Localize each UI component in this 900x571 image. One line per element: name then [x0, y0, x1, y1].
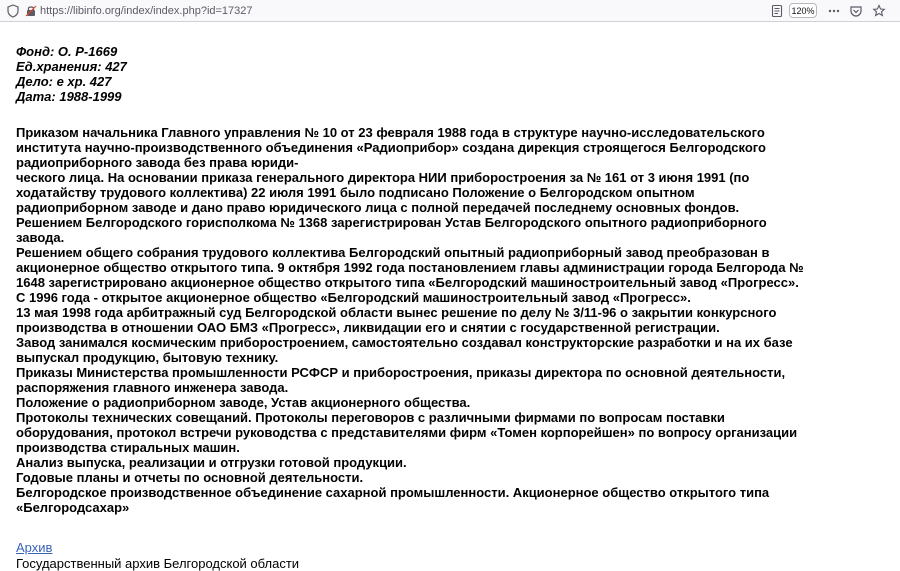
record-date: Дата: 1988-1999 — [16, 89, 122, 104]
description-line: радиоприборного завода без права юриди- — [16, 155, 299, 170]
shield-icon[interactable] — [6, 4, 20, 18]
description-line: 13 мая 1998 года арбитражный суд Белгородской области вынес решение по делу № 3/11-96 о закрытии конкурсного — [16, 305, 777, 320]
description-line: Приказы Министерства промышленности РСФСР и приборостроения, приказы директора по основной деятельности, — [16, 365, 786, 380]
description-line: оборудования, протокол встречи руководства с представителями фирм «Томен корпорейшен» по вопросу организации — [16, 425, 798, 440]
description-line: С 1996 года - открытое акционерное общество «Белгородский машиностроительный завод «Прогресс». — [16, 290, 691, 305]
description-line: распоряжения главного инженера завода. — [16, 380, 289, 395]
description-line: Завод занимался космическим приборостроением, самостоятельно создавал конструкторские разработки и на их базе — [16, 335, 793, 350]
address-bar-url[interactable]: https://libinfo.org/index/index.php?id=17327 — [40, 5, 253, 17]
description-line: радиоприборном заводе и дано право юридического лица с полной передачей последнему основных фондов. — [16, 200, 740, 215]
archive-link[interactable]: Архив — [16, 540, 53, 555]
record-description — [16, 125, 886, 515]
archive-name: Государственный архив Белгородской области — [16, 556, 300, 571]
browser-toolbar — [0, 0, 900, 22]
description-line: ческого лица. На основании приказа генерального директора НИИ приборостроения за № 161 от 3 июня 1991 (по — [16, 170, 750, 185]
description-line: 1648 зарегистрировано акционерное общество открытого типа «Белгородский машиностроительный завод «Прогресс». — [16, 275, 799, 290]
description-line: акционерное общество открытого типа. 9 октября 1992 года постановлением главы администрации города Белгорода № — [16, 260, 804, 275]
description-line: выпускал продукцию, бытовую технику. — [16, 350, 279, 365]
description-line: Белгородское производственное объединение сахарной промышленности. Акционерное общество открытого типа — [16, 485, 770, 500]
pocket-icon[interactable] — [849, 4, 863, 18]
page-footer — [16, 540, 299, 571]
description-line: Решением Белгородского горисполкома № 1368 зарегистрирован Устав Белгородского опытного радиоприборного — [16, 215, 767, 230]
bookmark-star-icon[interactable] — [872, 4, 886, 18]
description-line: Протоколы технических совещаний. Протоколы переговоров с различными фирмами по вопросам поставки — [16, 410, 725, 425]
description-line: Решением общего собрания трудового коллектива Белгородский опытный радиоприборный завод преобразован в — [16, 245, 770, 260]
description-line: Положение о радиоприборном заводе, Устав акционерного общества. — [16, 395, 471, 410]
description-line: ходатайству трудового коллектива) 22 июля 1991 было подписано Положение о Белгородском опытном — [16, 185, 695, 200]
description-line: Анализ выпуска, реализации и отгрузки готовой продукции. — [16, 455, 407, 470]
description-line: института научно-производственного объединения «Радиоприбор» создана дирекция строящегося Белгородского — [16, 140, 766, 155]
record-storage-unit: Ед.хранения: 427 — [16, 59, 127, 74]
record-fond: Фонд: О. Р-1669 — [16, 44, 118, 59]
record-case: Дело: е хр. 427 — [16, 74, 112, 89]
lock-icon[interactable] — [24, 4, 38, 18]
description-line: производства стиральных машин. — [16, 440, 240, 455]
record-content — [16, 44, 886, 515]
more-actions-icon[interactable] — [827, 4, 841, 18]
reader-view-icon[interactable] — [770, 4, 784, 18]
description-line: завода. — [16, 230, 65, 245]
description-line: Приказом начальника Главного управления № 10 от 23 февраля 1988 года в структуре научно-исследовательского — [16, 125, 765, 140]
zoom-level-button[interactable]: 120% — [789, 3, 817, 18]
description-line: производства в отношении ОАО БМЗ «Прогресс», ликвидации его и снятии с государственной регистрации. — [16, 320, 720, 335]
description-line: Годовые планы и отчеты по основной деятельности. — [16, 470, 364, 485]
description-line: «Белгородсахар» — [16, 500, 130, 515]
